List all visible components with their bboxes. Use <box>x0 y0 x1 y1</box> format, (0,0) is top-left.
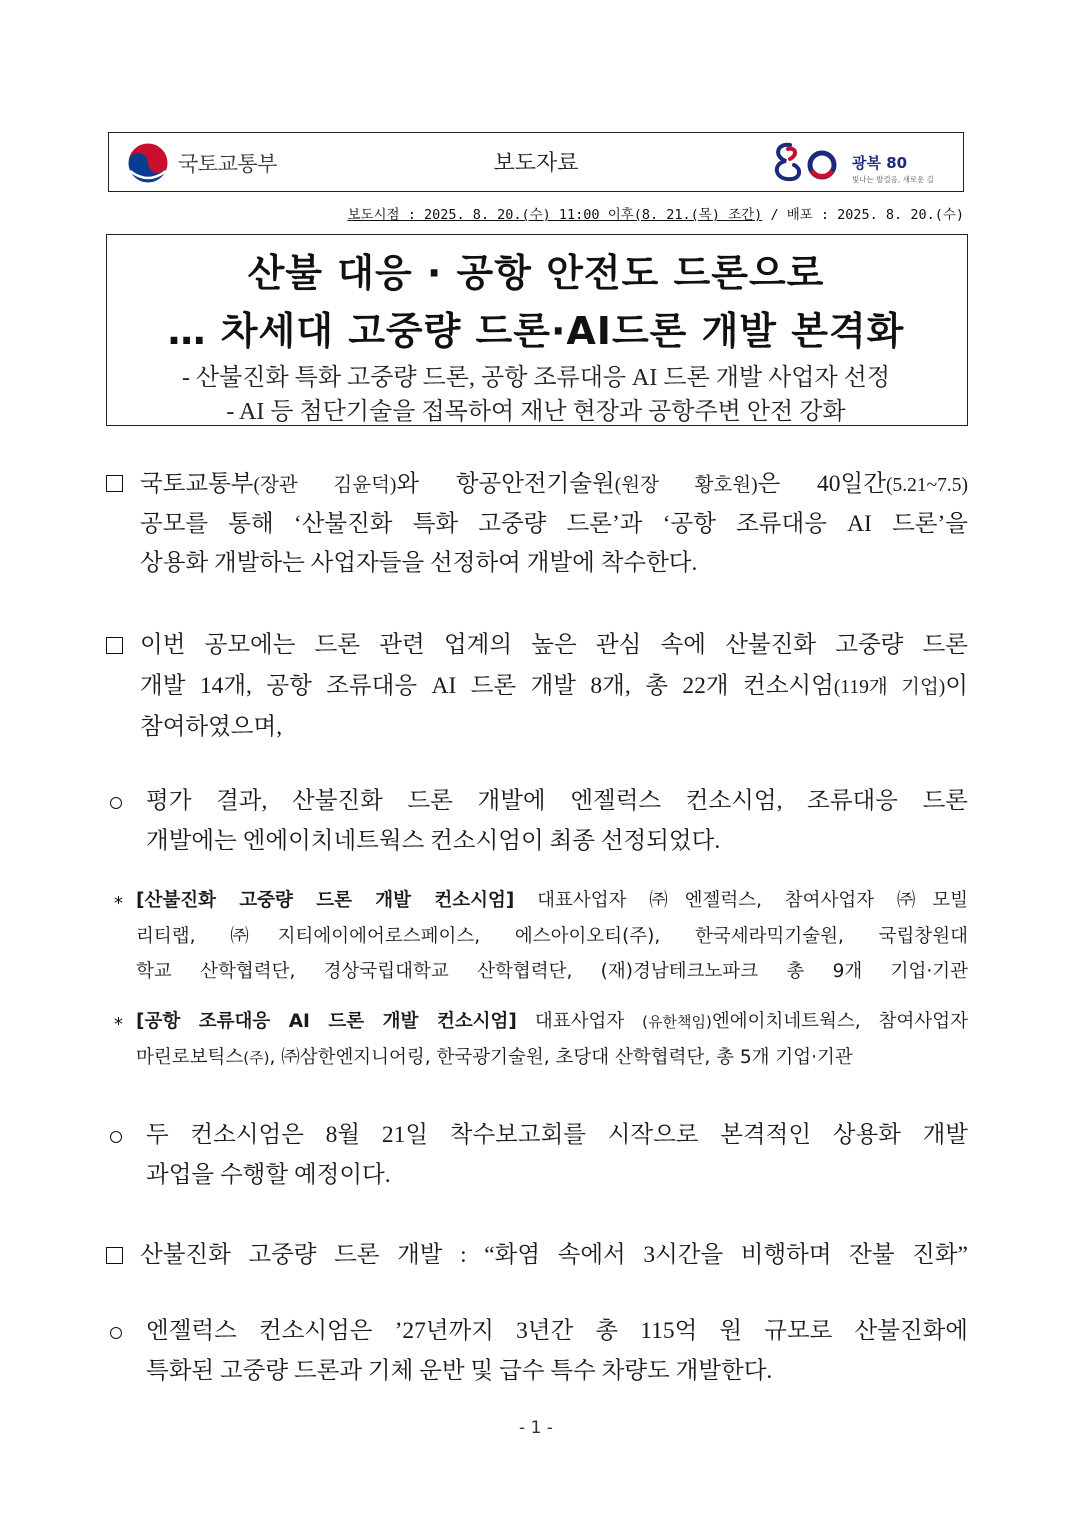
paragraph-3-line-2: 개발에는 엔에이치네트웍스 컨소시엄이 최종 선정되었다. <box>146 828 721 854</box>
note-2-line-2: 마린로보틱스(주), ㈜삼한엔지니어링, 한국광기술원, 초당대 산학협력단, 총 5개 기업·기관 <box>136 1047 853 1068</box>
section-heading: 산불진화 고중량 드론 개발 : “화염 속에서 3시간을 비행하며 잔불 진화” <box>140 1242 968 1268</box>
selected-consortium-1: 엔젤럭스 컨소시엄 <box>570 788 777 814</box>
paragraph-3-line-1: 평가 결과, 산불진화 드론 개발에 엔젤럭스 컨소시엄, 조류대응 드론 <box>146 788 968 814</box>
circle-bullet-icon <box>110 797 122 809</box>
note-1-line-2: 리티랩, ㈜지티에이에어로스페이스, 에스아이오티(주), 한국세라믹기술원, 국립창원대 <box>136 926 968 947</box>
paragraph-1-line-2: 공모를 통해 ‘산불진화 특화 고중량 드론’과 ‘공항 조류대응 AI 드론’을 <box>140 511 968 537</box>
headline-line-1: 산불 대응 · 공항 안전도 드론으로 <box>247 251 825 295</box>
liberation-80th-logo-icon <box>768 139 848 187</box>
release-embargo-time: 보도시점 : 2025. 8. 20.(수) 11:00 이후(8. 21.(목) 조간) <box>347 207 763 223</box>
square-bullet-icon <box>106 637 123 654</box>
subheadline-1: - 산불진화 특화 고중량 드론, 공항 조류대응 AI 드론 개발 사업자 선정 <box>181 365 891 391</box>
paragraph-1-line-3: 상용화 개발하는 사업자들을 선정하여 개발에 착수한다. <box>140 550 698 576</box>
asterisk-note-icon: * <box>114 893 123 914</box>
page-number: - 1 - <box>519 1418 553 1438</box>
distribution-date: 배포 : 2025. 8. 20.(수) <box>786 207 964 223</box>
paragraph-6-line-2: 특화된 고중량 드론과 기체 운반 및 급수 특수 차량도 개발한다. <box>146 1358 773 1384</box>
anniversary-title: 광복 80 <box>852 154 908 172</box>
subheadline-2: - AI 등 첨단기술을 접목하여 재난 현장과 공항주변 안전 강화 <box>226 399 846 425</box>
institute-mention: 항공안전기술원 <box>455 471 615 497</box>
ministry-name: 국토교통부 <box>178 152 277 176</box>
circle-bullet-icon <box>110 1131 122 1143</box>
paragraph-4-line-1: 두 컨소시엄은 8월 21일 착수보고회를 시작으로 본격적인 상용화 개발 <box>146 1122 968 1148</box>
paragraph-2-line-1: 이번 공모에는 드론 관련 업계의 높은 관심 속에 산불진화 고중량 드론 <box>140 632 968 658</box>
paragraph-1-line-1: 국토교통부(장관 김윤덕)와 항공안전기술원(원장 황호원)은 40일간(5.21~7.5) <box>140 471 968 497</box>
square-bullet-icon <box>106 475 123 492</box>
headline-line-2: … 차세대 고중량 드론·AI드론 개발 본격화 <box>167 309 905 353</box>
note-1-line-1: [산불진화 고중량 드론 개발 컨소시엄] 대표사업자 ㈜엔젤럭스, 참여사업자 ㈜모빌 <box>136 890 968 911</box>
note-1-line-3: 학교 산학협력단, 경상국립대학교 산학협력단, (재)경남테크노파크 총 9개 기업·기관 <box>136 961 968 982</box>
paragraph-2-line-2: 개발 14개, 공항 조류대응 AI 드론 개발 8개, 총 22개 컨소시엄(119개 기업)이 <box>140 673 968 699</box>
release-info <box>347 203 964 223</box>
paragraph-4-line-2: 과업을 수행할 예정이다. <box>146 1162 391 1188</box>
release-separator: / <box>762 207 787 223</box>
anniversary-slogan: 빛나는 발걸음, 새로운 길 <box>852 175 934 184</box>
asterisk-note-icon: * <box>114 1014 123 1035</box>
paragraph-2-line-3: 참여하였으며, <box>140 714 283 740</box>
paragraph-6-line-1: 엔젤럭스 컨소시엄은 ’27년까지 3년간 총 115억 원 규모로 산불진화에 <box>146 1318 968 1344</box>
ministry-mention: 국토교통부 <box>140 471 254 497</box>
document-type: 보도자료 <box>493 151 579 176</box>
note-2-line-1: [공항 조류대응 AI 드론 개발 컨소시엄] 대표사업자 (유한책임)엔에이치네트웍스, 참여사업자 <box>136 1011 968 1032</box>
square-bullet-icon <box>106 1247 123 1264</box>
circle-bullet-icon <box>110 1327 122 1339</box>
